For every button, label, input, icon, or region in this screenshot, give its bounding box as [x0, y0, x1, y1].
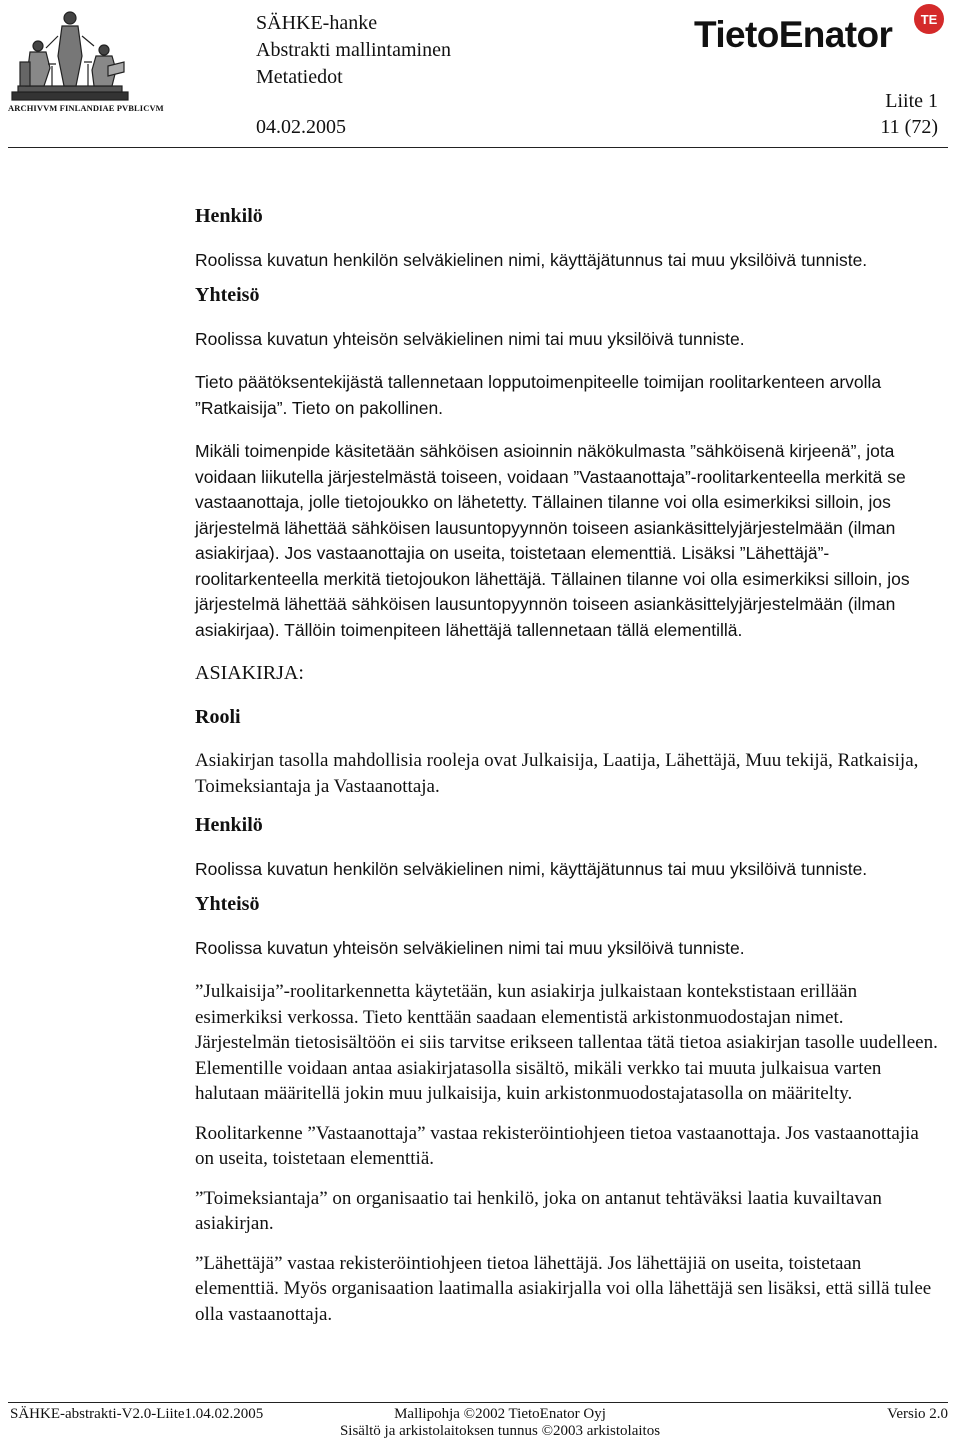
paragraph: Tieto päätöksentekijästä tallennetaan lopputoimenpiteelle toimijan roolitarkenteen arvolla ”Ratkaisija”. Tieto on pakollinen. [195, 372, 882, 418]
paragraph: Asiakirjan tasolla mahdollisia rooleja ovat Julkaisija, Laatija, Lähettäjä, Muu tekijä, Ratkaisija, Toimeksiantaja ja Vastaanottaja. [195, 750, 919, 797]
paragraph: Mikäli toimenpide käsitetään sähköisen asioinnin näkökulmasta ”sähköisenä kirjeenä”, jota voidaan liikutella järjestelmästä toiseen, voidaan ”Vastaanottaja”-roolitarkenteella merkitä se vastaanottaja, jolle tietojoukko on lähetetty. Tällainen tilanne voi olla esimerkiksi silloin, jos järjestelmä lähettää sähköisen lausuntopyynnön toiseen asiankäsittelyjärjestelmään (ilman asiakirjaa). Jos vastaanottajia on useita, toistetaan elementtiä. Lisäksi ”Lähettäjä”-roolitarkenteella merkitä tietojoukon lähettäjä. Tällainen tilanne voi olla esimerkiksi silloin, jos järjestelmä lähettää sähköisen lausuntopyynnön toiseen asiankäsittelyjärjestelmään (ilman asiakirjaa). Tällöin toimenpiteen lähettäjä tallennetaan tällä elementillä. [195, 441, 910, 640]
tietoenator-logo [692, 2, 948, 66]
te-badge-icon: TE [914, 4, 944, 34]
heading-henkilo: Henkilö [195, 814, 263, 836]
footer-filename: SÄHKE-abstrakti-V2.0-Liite1.04.02.2005 [10, 1406, 264, 1422]
header-divider [8, 147, 948, 148]
paragraph: Roolissa kuvatun yhteisön selväkielinen nimi tai muu yksilöivä tunniste. [195, 328, 745, 349]
paragraph: Roolissa kuvatun henkilön selväkielinen nimi, käyttäjätunnus tai muu yksilöivä tunniste. [195, 858, 868, 879]
heading-henkilo: Henkilö [195, 205, 263, 227]
document-section: Metatiedot [256, 66, 343, 88]
paragraph: ”Lähettäjä” vastaa rekisteröintiohjeen tietoa lähettäjä. Jos lähettäjiä on useita, toistetaan elementtiä. Myös organisaation laatimalla asiakirjalla voi olla lähettäjä sen lisäksi, että sillä tulee olla vastaanottaja. [195, 1252, 932, 1325]
page-number: 11 (72) [880, 116, 938, 138]
paragraph: ”Julkaisija”-roolitarkennetta käytetään, kun asiakirja julkaistaan kontekstistaan erillään esimerkiksi verkossa. Tieto kenttään saadaan elementistä arkistonmuodostajan nimet. Järjestelmän tietosisältöön ei siis tarvitse erikseen tallentaa tätä tietoa asiakirjan tasolle uudelleen. Elementille voidaan antaa asiakirjatasolla sisältö, mikäli verkko tai muuta julkaisua varten halutaan määritellä jokin muu julkaisija, kuin arkistonmuodostajatasolla on määritelty. [195, 981, 938, 1104]
footer-copyright [290, 1406, 710, 1440]
section-label-asiakirja: ASIAKIRJA: [195, 662, 304, 684]
attachment-label: Liite 1 [885, 90, 938, 112]
logo-caption: ARCHIVVM FINLANDIAE PVBLICVM [8, 103, 164, 113]
paragraph: Roolissa kuvatun henkilön selväkielinen nimi, käyttäjätunnus tai muu yksilöivä tunniste. [195, 249, 868, 270]
tietoenator-wordmark: TietoEnator [694, 14, 893, 55]
heading-rooli: Rooli [195, 705, 241, 728]
archive-logo [8, 6, 164, 118]
project-name: SÄHKE-hanke [256, 12, 378, 34]
footer-content-copyright: Sisältö ja arkistolaitoksen tunnus ©2003 arkistolaitos [339, 1423, 661, 1439]
document-date: 04.02.2005 [256, 116, 346, 138]
paragraph: Roolitarkenne ”Vastaanottaja” vastaa rekisteröintiohjeen tietoa vastaanottaja. Jos vastaanottajia on useita, toistetaan elementtiä. [195, 1122, 919, 1169]
archive-emblem-icon [8, 6, 132, 102]
paragraph: ”Toimeksiantaja” on organisaatio tai henkilö, joka on antanut tehtäväksi laatia kuvailtavan asiakirjan. [195, 1187, 882, 1234]
footer-version: Versio 2.0 [887, 1406, 948, 1422]
footer-template-copyright: Mallipohja ©2002 TietoEnator Oyj [394, 1406, 606, 1422]
heading-yhteiso: Yhteisö [195, 893, 260, 915]
heading-yhteiso: Yhteisö [195, 284, 260, 306]
footer-divider [8, 1402, 948, 1403]
document-subtitle: Abstrakti mallintaminen [256, 39, 451, 61]
header-titles [256, 10, 451, 91]
paragraph: Roolissa kuvatun yhteisön selväkielinen nimi tai muu yksilöivä tunniste. [195, 937, 745, 958]
document-body [195, 204, 940, 1327]
